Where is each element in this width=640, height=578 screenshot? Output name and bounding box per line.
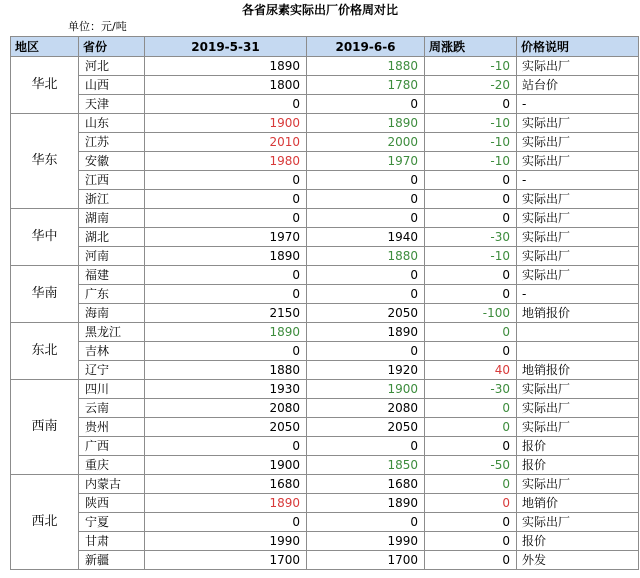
province-cell: 陕西 [79,494,145,513]
price-date-1-cell: 1930 [145,380,307,399]
header-date-2: 2019-6-6 [307,37,425,57]
header-price-note: 价格说明 [517,37,639,57]
price-date-1-cell: 1700 [145,551,307,570]
price-date-2-cell: 0 [307,171,425,190]
weekly-change-cell: 0 [425,475,517,494]
price-date-2-cell: 1890 [307,114,425,133]
weekly-change-cell: -10 [425,57,517,76]
weekly-change-cell: -20 [425,76,517,95]
price-date-2-cell: 1880 [307,57,425,76]
province-cell: 江西 [79,171,145,190]
price-note-cell: 地销报价 [517,361,639,380]
price-date-2-cell: 1890 [307,494,425,513]
price-date-2-cell: 0 [307,437,425,456]
price-date-2-cell: 0 [307,190,425,209]
province-cell: 天津 [79,95,145,114]
header-weekly-change: 周涨跌 [425,37,517,57]
weekly-change-cell: -10 [425,133,517,152]
price-note-cell: 报价 [517,532,639,551]
province-cell: 新疆 [79,551,145,570]
province-cell: 江苏 [79,133,145,152]
price-date-2-cell: 0 [307,342,425,361]
table-row [11,95,639,114]
price-note-cell: 实际出厂 [517,114,639,133]
table-row [11,456,639,475]
province-cell: 云南 [79,399,145,418]
table-row [11,190,639,209]
weekly-change-cell: 0 [425,95,517,114]
price-note-cell: 报价 [517,437,639,456]
region-cell: 华中 [11,209,79,266]
table-row [11,418,639,437]
province-cell: 河南 [79,247,145,266]
weekly-change-cell: -30 [425,228,517,247]
price-note-cell: 外发 [517,551,639,570]
price-note-cell: 实际出厂 [517,228,639,247]
weekly-change-cell: 0 [425,532,517,551]
table-body [11,57,639,570]
table-row [11,228,639,247]
province-cell: 四川 [79,380,145,399]
price-note-cell: 地销价 [517,494,639,513]
table-title: 各省尿素实际出厂价格周对比 [241,3,398,17]
table-row [11,551,639,570]
price-date-1-cell: 0 [145,437,307,456]
weekly-change-cell: 0 [425,399,517,418]
weekly-change-cell: 0 [425,209,517,228]
table-row [11,323,639,342]
weekly-change-cell: -100 [425,304,517,323]
price-date-2-cell: 1940 [307,228,425,247]
province-cell: 安徽 [79,152,145,171]
price-date-2-cell: 1880 [307,247,425,266]
province-cell: 贵州 [79,418,145,437]
province-cell: 黑龙江 [79,323,145,342]
price-date-1-cell: 1890 [145,57,307,76]
weekly-change-cell: 0 [425,513,517,532]
province-cell: 浙江 [79,190,145,209]
header-date-1: 2019-5-31 [145,37,307,57]
table-row [11,342,639,361]
region-cell: 西北 [11,475,79,570]
price-date-2-cell: 1920 [307,361,425,380]
price-date-2-cell: 1680 [307,475,425,494]
weekly-change-cell: 0 [425,323,517,342]
price-note-cell: 实际出厂 [517,247,639,266]
price-note-cell: 报价 [517,456,639,475]
table-row [11,57,639,76]
price-date-1-cell: 1900 [145,456,307,475]
price-date-1-cell: 0 [145,285,307,304]
price-date-2-cell: 1780 [307,76,425,95]
price-date-2-cell: 0 [307,285,425,304]
table-row [11,266,639,285]
price-note-cell: 实际出厂 [517,418,639,437]
price-note-cell: 实际出厂 [517,57,639,76]
price-date-1-cell: 1990 [145,532,307,551]
price-date-1-cell: 2010 [145,133,307,152]
table-row [11,475,639,494]
price-note-cell: 实际出厂 [517,380,639,399]
table-row [11,133,639,152]
province-cell: 重庆 [79,456,145,475]
table-row [11,114,639,133]
region-cell: 西南 [11,380,79,475]
weekly-change-cell: 0 [425,266,517,285]
price-note-cell: 实际出厂 [517,266,639,285]
price-date-1-cell: 1890 [145,247,307,266]
region-cell: 华南 [11,266,79,323]
weekly-change-cell: -10 [425,247,517,266]
price-note-cell: 实际出厂 [517,399,639,418]
weekly-change-cell: 0 [425,342,517,361]
header-row [11,37,639,57]
price-date-2-cell: 1890 [307,323,425,342]
price-date-2-cell: 2000 [307,133,425,152]
table-row [11,437,639,456]
weekly-change-cell: 40 [425,361,517,380]
price-note-cell [517,342,639,361]
price-note-cell: 站台价 [517,76,639,95]
price-date-1-cell: 0 [145,342,307,361]
price-date-1-cell: 1880 [145,361,307,380]
price-date-1-cell: 0 [145,266,307,285]
price-date-2-cell: 1900 [307,380,425,399]
price-note-cell: 实际出厂 [517,513,639,532]
price-date-1-cell: 1970 [145,228,307,247]
price-date-1-cell: 1900 [145,114,307,133]
price-date-1-cell: 0 [145,190,307,209]
price-note-cell: 实际出厂 [517,190,639,209]
province-cell: 吉林 [79,342,145,361]
weekly-change-cell: -10 [425,114,517,133]
price-date-2-cell: 1990 [307,532,425,551]
price-note-cell: 实际出厂 [517,209,639,228]
price-date-2-cell: 0 [307,513,425,532]
weekly-change-cell: 0 [425,190,517,209]
weekly-change-cell: -30 [425,380,517,399]
province-cell: 内蒙古 [79,475,145,494]
price-date-1-cell: 0 [145,171,307,190]
province-cell: 福建 [79,266,145,285]
province-cell: 湖南 [79,209,145,228]
price-date-1-cell: 1680 [145,475,307,494]
price-date-1-cell: 1980 [145,152,307,171]
price-date-1-cell: 0 [145,95,307,114]
table-row [11,76,639,95]
weekly-change-cell: -50 [425,456,517,475]
province-cell: 海南 [79,304,145,323]
price-date-2-cell: 2050 [307,304,425,323]
province-cell: 山西 [79,76,145,95]
weekly-change-cell: -10 [425,152,517,171]
province-cell: 广东 [79,285,145,304]
province-cell: 广西 [79,437,145,456]
price-date-2-cell: 0 [307,95,425,114]
price-date-1-cell: 1890 [145,323,307,342]
price-note-cell: 实际出厂 [517,475,639,494]
price-date-2-cell: 1850 [307,456,425,475]
price-date-2-cell: 2050 [307,418,425,437]
price-date-1-cell: 2050 [145,418,307,437]
price-date-1-cell: 1800 [145,76,307,95]
price-note-cell: - [517,285,639,304]
price-note-cell: - [517,171,639,190]
region-cell: 华北 [11,57,79,114]
price-date-1-cell: 0 [145,513,307,532]
table-row [11,209,639,228]
price-date-1-cell: 2150 [145,304,307,323]
weekly-change-cell: 0 [425,285,517,304]
province-cell: 辽宁 [79,361,145,380]
price-date-2-cell: 1700 [307,551,425,570]
header-province: 省份 [79,37,145,57]
price-date-2-cell: 1970 [307,152,425,171]
weekly-change-cell: 0 [425,171,517,190]
price-date-1-cell: 1890 [145,494,307,513]
province-cell: 甘肃 [79,532,145,551]
price-date-2-cell: 2080 [307,399,425,418]
table-row [11,532,639,551]
table-row [11,247,639,266]
province-cell: 山东 [79,114,145,133]
weekly-change-cell: 0 [425,418,517,437]
table-row [11,399,639,418]
table-row [11,171,639,190]
table-row [11,285,639,304]
price-note-cell: - [517,95,639,114]
weekly-change-cell: 0 [425,551,517,570]
province-cell: 河北 [79,57,145,76]
region-cell: 东北 [11,323,79,380]
region-cell: 华东 [11,114,79,209]
table-row [11,361,639,380]
province-cell: 湖北 [79,228,145,247]
price-table [10,36,639,570]
unit-label: 单位：元/吨 [68,20,127,33]
price-note-cell: 实际出厂 [517,133,639,152]
price-date-2-cell: 0 [307,209,425,228]
table-row [11,380,639,399]
table-row [11,494,639,513]
weekly-change-cell: 0 [425,494,517,513]
province-cell: 宁夏 [79,513,145,532]
weekly-change-cell: 0 [425,437,517,456]
price-note-cell: 地销报价 [517,304,639,323]
table-row [11,152,639,171]
header-region: 地区 [11,37,79,57]
price-date-1-cell: 0 [145,209,307,228]
table-row [11,513,639,532]
price-date-1-cell: 2080 [145,399,307,418]
price-note-cell [517,323,639,342]
price-note-cell: 实际出厂 [517,152,639,171]
price-date-2-cell: 0 [307,266,425,285]
table-row [11,304,639,323]
